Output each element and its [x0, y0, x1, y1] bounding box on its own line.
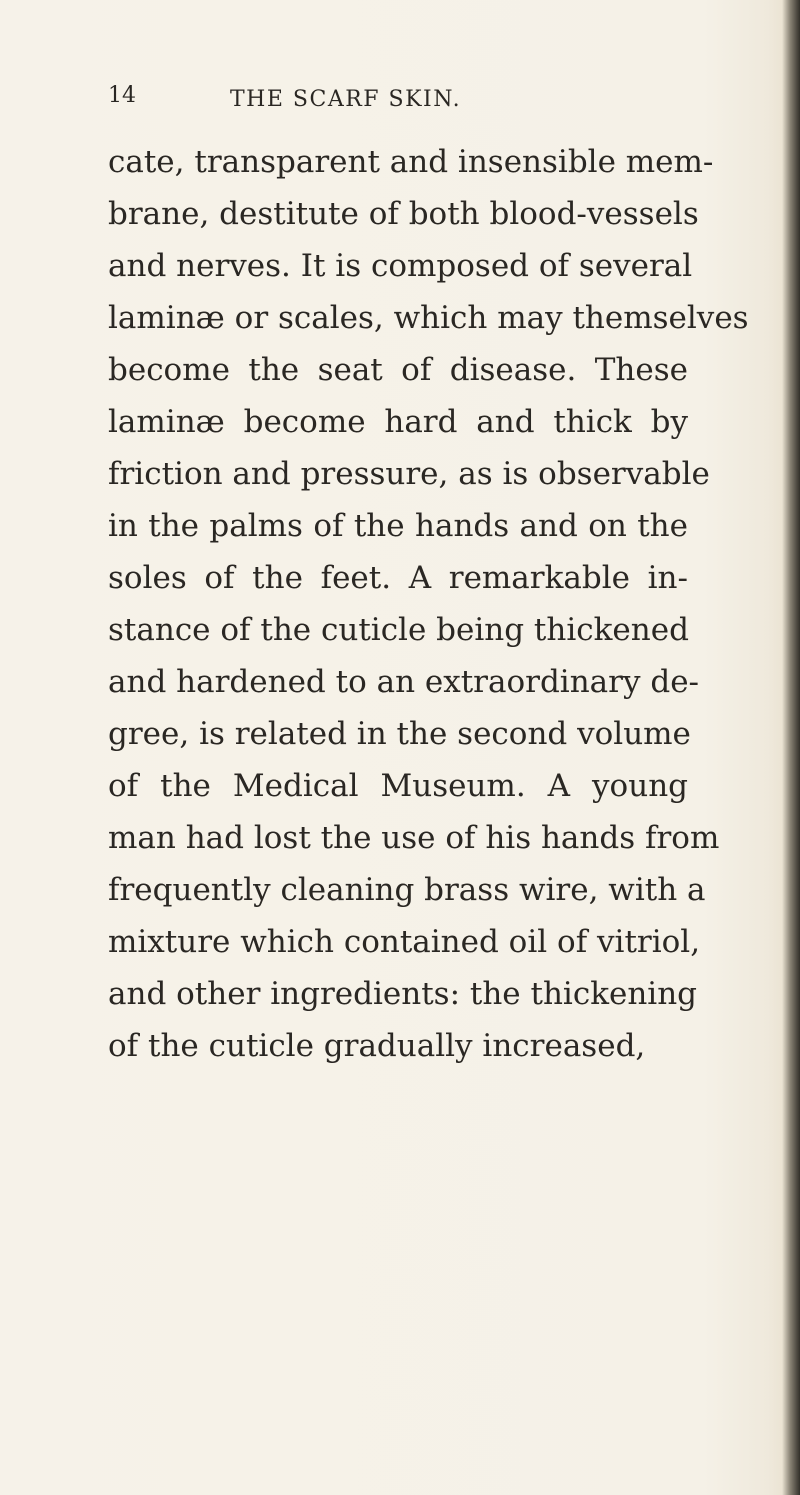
text-line: in the palms of the hands and on the	[108, 508, 688, 544]
text-line: brane, destitute of both blood-vessels	[108, 196, 699, 232]
page-number: 14	[108, 83, 136, 108]
text-line: soles of the feet. A remarkable in-	[108, 560, 688, 596]
text-line: stance of the cuticle being thickened	[108, 612, 689, 648]
page-spine-shadow	[782, 0, 800, 1495]
text-line: laminæ become hard and thick by	[108, 404, 688, 440]
text-line: gree, is related in the second volume	[108, 716, 691, 752]
text-line: friction and pressure, as is observable	[108, 456, 710, 492]
text-line: cate, transparent and insensible mem-	[108, 144, 714, 180]
text-line: laminæ or scales, which may themselves	[108, 300, 749, 336]
running-head: THE SCARF SKIN.	[230, 87, 462, 112]
body-text	[108, 136, 749, 1072]
text-line: man had lost the use of his hands from	[108, 820, 720, 856]
page-header	[108, 82, 668, 122]
text-line: of the cuticle gradually increased,	[108, 1028, 646, 1064]
text-line: and nerves. It is composed of several	[108, 248, 693, 284]
text-line: and other ingredients: the thickening	[108, 976, 698, 1012]
text-line: of the Medical Museum. A young	[108, 768, 688, 804]
text-line: mixture which contained oil of vitriol,	[108, 924, 701, 960]
text-line: become the seat of disease. These	[108, 352, 688, 388]
text-line: frequently cleaning brass wire, with a	[108, 872, 706, 908]
text-line: and hardened to an extraordinary de-	[108, 664, 700, 700]
